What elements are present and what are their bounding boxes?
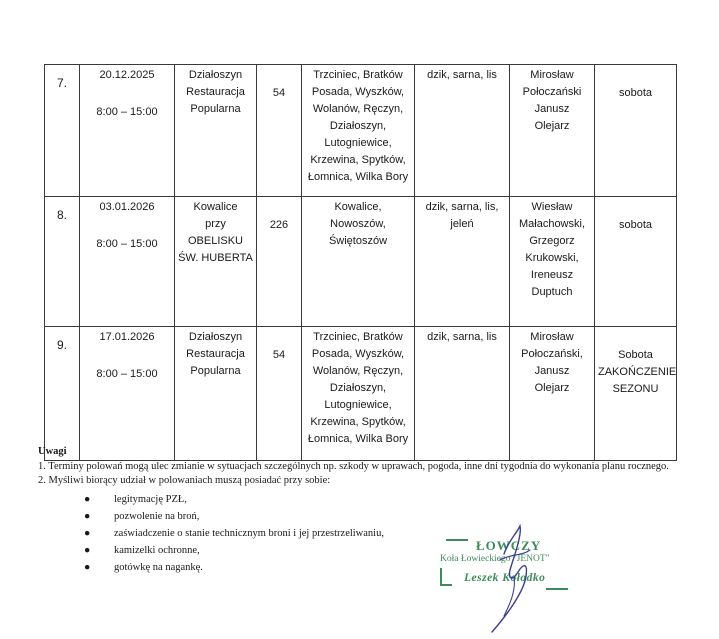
stamp-title: ŁOWCZY <box>476 538 542 553</box>
line: Lutogniewice, <box>324 399 392 411</box>
game-species <box>415 65 510 197</box>
hunt-leader <box>510 197 595 327</box>
hunt-time: 8:00 – 15:00 <box>96 106 158 118</box>
line: Posada, Wyszków, <box>311 348 405 360</box>
line: Lutogniewice, <box>324 137 392 149</box>
line: ŚW. HUBERTA <box>178 252 253 264</box>
line: dzik, sarna, lis <box>427 69 497 81</box>
hunt-date: 17.01.2026 <box>99 331 155 343</box>
line: Działoszyn, <box>329 120 387 132</box>
line: Mirosław <box>530 69 574 81</box>
line: Kowalice <box>193 201 238 213</box>
line: Działoszyn <box>188 331 243 343</box>
date-cell <box>80 327 175 461</box>
line: ZAKOŃCZENIE <box>598 366 677 378</box>
list-item: ● legitymację PZŁ, <box>114 491 678 508</box>
line: Posada, Wyszków, <box>311 86 405 98</box>
list-item: ● gotówkę na nagankę. <box>114 559 678 576</box>
line: Popularna <box>190 365 241 377</box>
weekday <box>595 65 677 197</box>
line: Trzciniec, Bratków <box>313 331 403 343</box>
participant-count: 226 <box>257 197 302 327</box>
bullet-icon: ● <box>84 527 91 539</box>
table-row <box>45 197 677 327</box>
row-number: 9. <box>45 327 80 461</box>
stamp-person-name: Leszek Kołodko <box>464 572 546 584</box>
line: Janusz <box>534 103 570 115</box>
line: SEZONU <box>612 383 659 395</box>
hunt-schedule-table <box>44 64 677 461</box>
hunting-area <box>302 327 415 461</box>
line: Łomnica, Wilka Bory <box>307 171 409 183</box>
hunting-area <box>302 197 415 327</box>
line: Sobota <box>618 349 653 361</box>
bullet-icon: ● <box>84 544 91 556</box>
line: Łomnica, Wilka Bory <box>307 433 409 445</box>
note-item-2: 2. Myśliwi biorący udział w polowaniach muszą posiadać przy sobie: <box>38 475 331 486</box>
line: Działoszyn <box>188 69 243 81</box>
weekday <box>595 327 677 461</box>
line: Połoczański, <box>521 348 583 360</box>
date-cell <box>80 65 175 197</box>
line: przy <box>205 218 226 230</box>
line: Olejarz <box>534 382 570 394</box>
line: sobota <box>618 219 653 231</box>
meeting-place <box>175 327 257 461</box>
game-species <box>415 327 510 461</box>
bullet-icon: ● <box>84 510 91 522</box>
official-stamp <box>430 520 600 630</box>
meeting-place <box>175 65 257 197</box>
line: Trzciniec, Bratków <box>313 69 403 81</box>
hunt-time: 8:00 – 15:00 <box>96 368 158 380</box>
table-row <box>45 327 677 461</box>
line: Działoszyn, <box>329 382 387 394</box>
line: Krzewina, Spytków, <box>310 416 406 428</box>
line: OBELISKU <box>187 235 244 247</box>
line: Krukowski, <box>525 252 579 264</box>
line: Duptuch <box>531 286 573 298</box>
line: dzik, sarna, lis, <box>425 201 499 213</box>
line: Ireneusz <box>530 269 574 281</box>
line: Wolanów, Ręczyn, <box>312 365 404 377</box>
list-item: ● pozwolenie na broń, <box>114 508 678 525</box>
hunt-time: 8:00 – 15:00 <box>96 238 158 250</box>
list-item: ● zaświadczenie o stanie technicznym broni i jej przestrzeliwaniu, <box>114 525 678 542</box>
hunting-area <box>302 65 415 197</box>
line: Krzewina, Spytków, <box>310 154 406 166</box>
hunt-date: 20.12.2025 <box>99 69 155 81</box>
participant-count: 54 <box>257 327 302 461</box>
line: sobota <box>618 87 653 99</box>
line: Małachowski, <box>518 218 586 230</box>
date-cell <box>80 197 175 327</box>
line: jeleń <box>450 218 474 230</box>
line: Kowalice, <box>334 201 382 213</box>
row-number: 7. <box>45 65 80 197</box>
line: Restauracja <box>186 86 245 98</box>
line: Świętoszów <box>328 235 388 247</box>
line: Wiesław <box>531 201 573 213</box>
bullet-icon: ● <box>84 561 91 573</box>
row-number: 8. <box>45 197 80 327</box>
stamp-club-name: Koła Łowieckiego "JENOT" <box>440 554 550 564</box>
line: Grzegorz <box>529 235 575 247</box>
table-row <box>45 65 677 197</box>
line: Nowoszów, <box>330 218 386 230</box>
list-item: ● kamizelki ochronne, <box>114 542 678 559</box>
handwritten-signature-icon <box>430 520 600 638</box>
game-species <box>415 197 510 327</box>
hunt-leader <box>510 65 595 197</box>
line: Janusz <box>534 365 570 377</box>
meeting-place <box>175 197 257 327</box>
hunt-date: 03.01.2026 <box>99 201 155 213</box>
note-item-1: 1. Terminy polowań mogą ulec zmianie w sytuacjach szczególnych np. szkody w uprawach, pogoda, inne dni tygodnia do wykonania planu rocznego. <box>38 460 669 472</box>
line: Połoczański <box>522 86 582 98</box>
line: Olejarz <box>534 120 570 132</box>
notes-heading: Uwagi <box>38 446 67 457</box>
line: dzik, sarna, lis <box>427 331 497 343</box>
line: Popularna <box>190 103 241 115</box>
bullet-icon: ● <box>84 493 91 505</box>
participant-count: 54 <box>257 65 302 197</box>
line: Restauracja <box>186 348 245 360</box>
line: Mirosław <box>530 331 574 343</box>
line: Wolanów, Ręczyn, <box>312 103 404 115</box>
weekday <box>595 197 677 327</box>
hunt-leader <box>510 327 595 461</box>
